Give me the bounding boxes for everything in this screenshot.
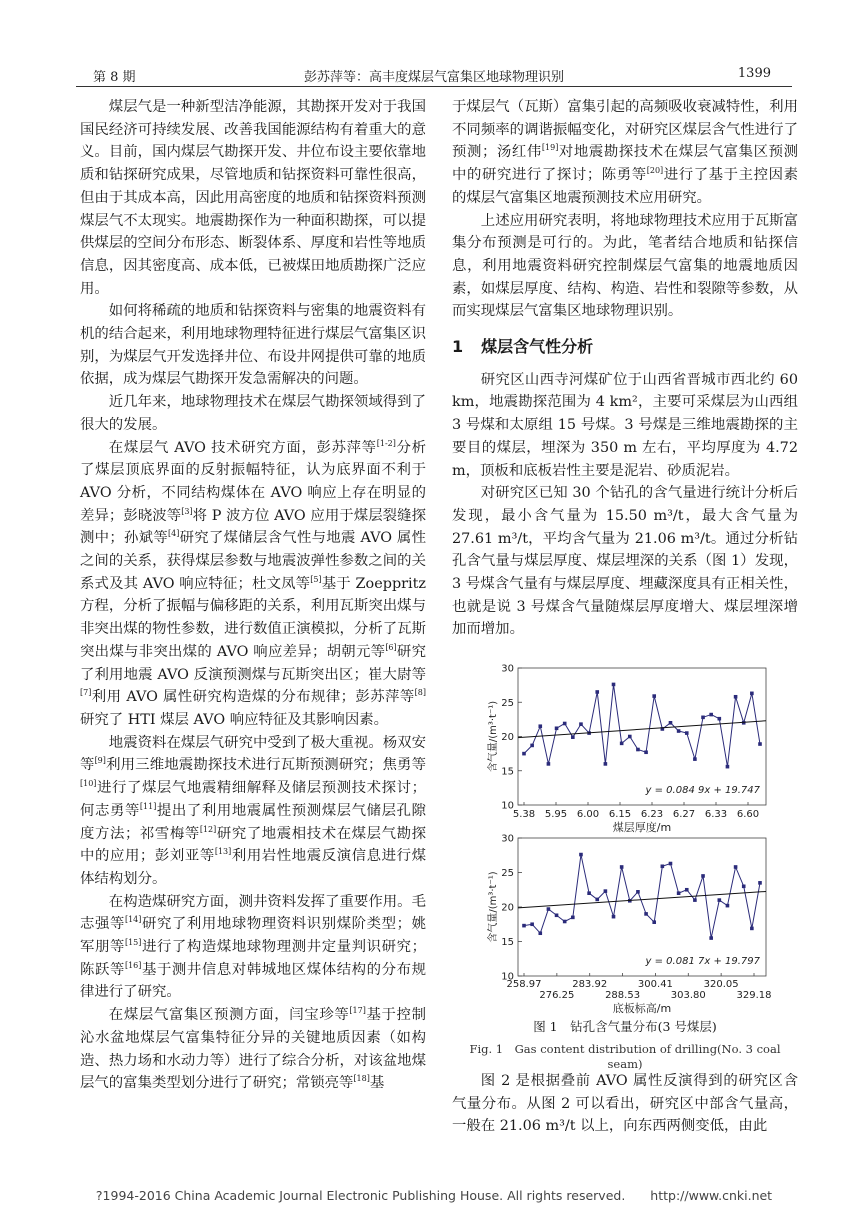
paragraph: 上述应用研究表明，将地球物理技术应用于瓦斯富集分布预测是可行的。为此，笔者结合地质和钻探信息，利用地震资料研究控制煤层气富集的地震地质因素，如煤层厚度、结构、构造、岩性和裂隙等参数，从而实现煤层气富集区地球物理识别。: [452, 212, 798, 320]
figure-caption-en: Fig. 1 Gas content distribution of drilling(No. 3 coal seam): [469, 1042, 781, 1071]
data-point: [620, 742, 624, 746]
data-point: [718, 717, 722, 721]
data-point: [661, 864, 665, 868]
data-point: [538, 724, 542, 728]
figure-caption-cn: 图 1 钻孔含气量分布(3 号煤层): [533, 1019, 717, 1034]
running-title: 彭苏萍等：高丰度煤层气富集区地球物理识别: [303, 70, 564, 85]
data-point: [669, 862, 673, 866]
data-point: [579, 722, 583, 726]
figure-1-charts: [452, 658, 798, 1016]
paragraph: 对研究区已知 30 个钻孔的含气量进行统计分析后发现，最小含气量为 15.50 m³/t，最大含气量为 27.61 m³/t，平均含气量为 21.06 m³/t。通过分析钻孔含气量与煤层厚度、煤层埋深的关系（图 1）发现，3 号煤含气量有与煤层厚度、埋藏深度具有正相关性，也就是说 3 号煤含气量随煤层厚度增大、煤层埋深增加而增加。: [452, 485, 798, 638]
data-point: [693, 757, 697, 761]
page-number: 1399: [737, 66, 771, 81]
data-point: [563, 722, 567, 726]
data-point: [620, 865, 624, 869]
data-point: [563, 920, 567, 924]
data-point: [750, 692, 754, 696]
x-tick-label: 303.80: [670, 990, 706, 1001]
gas-content-series: [524, 684, 760, 766]
y-tick-label: 25: [501, 697, 514, 709]
data-point: [571, 735, 575, 739]
data-point: [742, 885, 746, 889]
paragraph: 研究区山西寺河煤矿位于山西省晋城市西北约 60 km，地震勘探范围为 4 km²，主要可采煤层为山西组 3 号煤和太原组 15 号煤。3 号煤是三维地震勘探的主要目的煤层，埋深为 350 m 左右，平均厚度为 4.72 m，顶板和底板岩性主要是泥岩、砂质泥岩。: [452, 371, 798, 479]
data-point: [612, 915, 616, 919]
x-tick-label: 5.38: [512, 809, 536, 820]
figure-1: [452, 658, 798, 1058]
paragraph: 在煤层气 AVO 技术研究方面，彭苏萍等[1-2]分析了煤层顶底界面的反射振幅特征，认为底界面不利于 AVO 分析，不同结构煤体在 AVO 响应上存在明显的差异；彭晓波等[3]将 P 波方位 AVO 应用于煤层裂缝探测中；孙斌等[4]研究了煤储层含气性与地震 AVO 属性之间的关系，获得煤层参数与地震波弹性参数之间的关系式及其 AVO 响应特征；杜文凤等[5]基于 Zoeppritz 方程，分析了振幅与偏移距的关系，利用瓦斯突出煤与非突出煤的物性参数，进行数值正演模拟，分析了瓦斯突出煤与非突出煤的 AVO 响应差异；胡朝元等[6]研究了利用地震 AVO 反演预测煤与瓦斯突出区；崔大尉等[7]利用 AVO 属性研究构造煤的分布规律；彭苏萍等[8]研究了 HTI 煤层 AVO 响应特征及其影响因素。: [80, 438, 426, 728]
data-point: [644, 912, 648, 916]
paragraph: 近几年来，地球物理技术在煤层气勘探领域得到了很大的发展。: [80, 394, 426, 433]
data-point: [604, 889, 608, 893]
y-tick-label: 20: [501, 902, 514, 914]
data-point: [547, 762, 551, 766]
y-axis-label: 含气量/(m³·t⁻¹): [488, 871, 499, 943]
data-point: [685, 731, 689, 735]
page-footer: ?1994-2016 China Academic Journal Electronic Publishing House. All rights reserved. http://www.cnki.net: [95, 1188, 773, 1203]
x-axis-label: 底板标高/m: [612, 1002, 672, 1015]
paragraph: 图 2 是根据叠前 AVO 属性反演得到的研究区含气量分布。从图 2 可以看出，研究区中部含气量高，一般在 21.06 m³/t 以上，向东西两侧变低，由此: [452, 1073, 798, 1135]
data-point: [734, 865, 738, 869]
data-point: [522, 924, 526, 928]
data-point: [636, 748, 640, 752]
data-point: [758, 881, 762, 885]
data-point: [522, 752, 526, 756]
data-point: [758, 742, 762, 746]
x-tick-label: 283.92: [572, 979, 608, 990]
section-heading: [452, 336, 798, 359]
y-tick-label: 20: [501, 732, 514, 743]
x-axis-label: 煤层厚度/m: [612, 821, 672, 834]
data-point: [587, 891, 591, 895]
x-tick-label: 6.23: [640, 809, 664, 820]
paragraph: 煤层气是一种新型洁净能源，其勘探开发对于我国国民经济可持续发展、改善我国能源结构有着重大的意义。目前，国内煤层气勘探开发、井位布设主要依靠地质和钻探研究成果，尽管地质和钻探资料可靠性很高，但由于其成本高，因此用高密度的地质和钻探资料预测煤层气不太现实。地震勘探作为一种面积勘探，可以提供煤层的空间分布形态、断裂体系、厚度和岩性等地质信息，因其密度高、成本低，已被煤田地质勘探广泛应用。: [80, 99, 426, 297]
x-tick-label: 6.15: [608, 809, 632, 820]
data-point: [595, 690, 599, 694]
x-tick-label: 300.41: [637, 979, 673, 990]
header-rule: [76, 86, 792, 87]
data-point: [555, 913, 559, 917]
gas-content-series: [524, 855, 760, 938]
data-point: [693, 898, 697, 902]
x-tick-label: 288.53: [605, 990, 641, 1001]
section-title: 煤层含气性分析: [481, 337, 594, 357]
issue-number: 第 8 期: [93, 70, 136, 85]
y-tick-label: 30: [501, 833, 514, 845]
y-tick-label: 15: [501, 937, 514, 948]
data-point: [628, 735, 632, 739]
paragraph: 如何将稀疏的地质和钻探资料与密集的地震资料有机的结合起来，利用地球物理特征进行煤层气富集区识别，为煤层气开发选择井位、布设井网提供可靠的地质依据，成为煤层气勘探开发急需解决的问题。: [80, 303, 426, 388]
data-point: [701, 716, 705, 720]
y-tick-label: 10: [501, 971, 514, 983]
regression-equation: y = 0.081 7x + 19.797: [645, 956, 760, 967]
x-tick-label: 329.18: [736, 990, 772, 1001]
data-point: [538, 931, 542, 935]
data-point: [652, 694, 656, 698]
data-point: [636, 890, 640, 894]
paragraph: 地震资料在煤层气研究中受到了极大重视。杨双安等[9]利用三维地震勘探技术进行瓦斯预测研究；焦勇等[10]进行了煤层气地震精细解释及储层预测技术探讨；何志勇等[11]提出了利用地震属性预测煤层气储层孔隙度方法；祁雪梅等[12]研究了地震相技术在煤层气勘探中的应用；彭刘亚等[13]利用岩性地震反演信息进行煤体结构划分。: [80, 734, 426, 887]
data-point: [726, 765, 730, 769]
data-point: [709, 936, 713, 940]
paragraph: 于煤层气（瓦斯）富集引起的高频吸收衰减特性，利用不同频率的调谐振幅变化，对研究区煤层含气性进行了预测；汤红伟[19]对地震勘探技术在煤层气富集区预测中的研究进行了探讨；陈勇等[20]进行了基于主控因素的煤层气富集区地震预测技术应用研究。: [452, 99, 798, 206]
x-tick-label: 6.33: [704, 809, 728, 820]
data-point: [612, 683, 616, 687]
y-tick-label: 30: [501, 663, 514, 675]
x-tick-label: 258.97: [506, 979, 542, 990]
x-tick-label: 276.25: [539, 990, 575, 1001]
y-tick-label: 25: [501, 868, 514, 879]
right-column-continued: [452, 1070, 798, 1138]
data-point: [530, 744, 534, 748]
data-point: [685, 888, 689, 892]
x-tick-label: 320.05: [703, 979, 739, 990]
right-column: [452, 96, 798, 641]
y-tick-label: 10: [501, 800, 514, 812]
x-tick-label: 6.60: [736, 809, 760, 820]
y-tick-label: 15: [501, 766, 514, 778]
data-point: [571, 916, 575, 920]
data-point: [677, 891, 681, 895]
data-point: [579, 853, 583, 857]
data-point: [669, 721, 673, 725]
data-point: [547, 907, 551, 911]
y-axis-label: 含气量/(m³·t⁻¹): [488, 700, 499, 773]
data-point: [718, 898, 722, 902]
data-point: [644, 750, 648, 754]
data-point: [677, 729, 681, 733]
data-point: [555, 726, 559, 730]
section-number: 1: [452, 337, 464, 357]
data-point: [604, 762, 608, 766]
page-header: [0, 0, 868, 85]
paragraph: 在构造煤研究方面，测井资料发挥了重要作用。毛志强等[14]研究了利用地球物理资料识别煤阶类型；姚军朋等[15]进行了构造煤地球物理测井定量判识研究；陈跃等[16]基于测井信息对韩城地区煤体结构的分布规律进行了研究。: [80, 893, 426, 1001]
data-point: [750, 927, 754, 931]
regression-equation: y = 0.084 9x + 19.747: [645, 785, 760, 796]
data-point: [652, 920, 656, 924]
x-tick-label: 5.95: [544, 809, 568, 820]
data-point: [726, 904, 730, 908]
x-tick-label: 6.00: [576, 809, 600, 820]
left-column: [80, 96, 426, 1095]
data-point: [595, 898, 599, 902]
data-point: [709, 713, 713, 717]
data-point: [701, 874, 705, 878]
x-tick-label: 6.27: [672, 809, 696, 820]
paragraph: 在煤层气富集区预测方面，闫宝珍等[17]基于控制沁水盆地煤层气富集特征分异的关键地质因素（如构造、热力场和水动力等）进行了综合分析，对该盆地煤层气的富集类型划分进行了研究；常锁亮等[18]基: [80, 1006, 426, 1092]
data-point: [530, 922, 534, 926]
data-point: [734, 695, 738, 699]
